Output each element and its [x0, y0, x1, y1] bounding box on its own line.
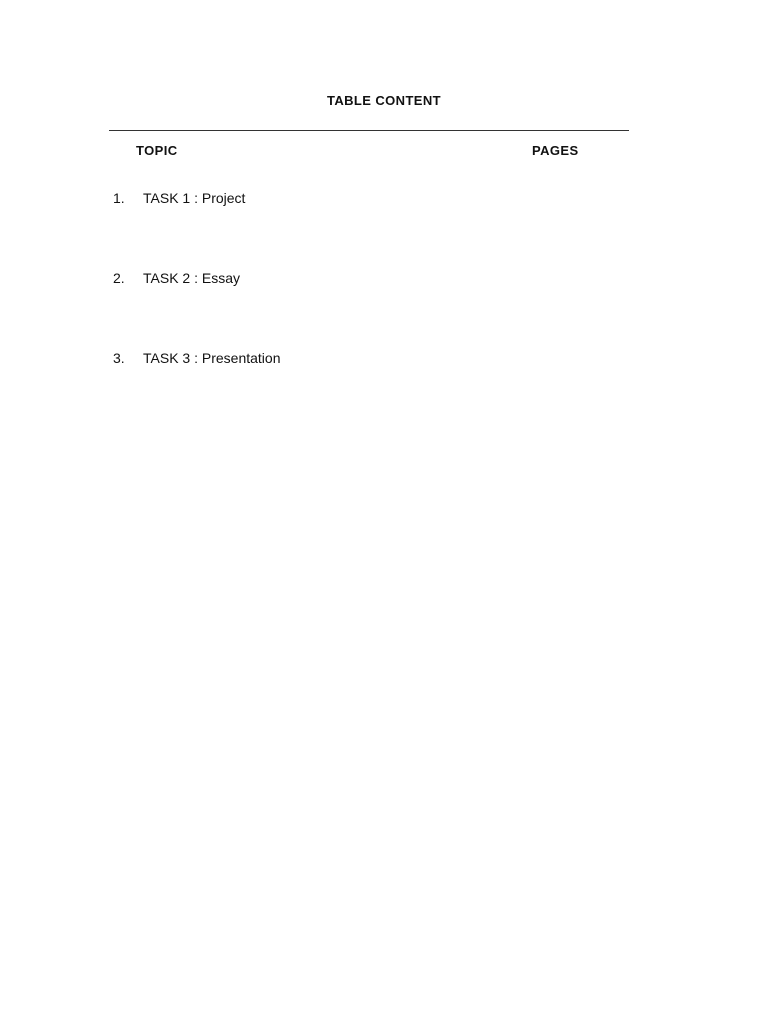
toc-item	[113, 189, 613, 269]
toc-item-number: 3.	[113, 350, 125, 366]
topic-column-header: TOPIC	[136, 143, 178, 158]
header-divider	[109, 130, 629, 131]
toc-item-text: TASK 2 : Essay	[143, 270, 240, 286]
page-title: TABLE CONTENT	[326, 93, 441, 108]
table-of-contents-list	[113, 189, 613, 429]
toc-item	[113, 269, 613, 349]
toc-item-text: TASK 1 : Project	[143, 190, 246, 206]
toc-item-text: TASK 3 : Presentation	[143, 350, 281, 366]
toc-item-number: 1.	[113, 190, 125, 206]
toc-item	[113, 349, 613, 429]
pages-column-header: PAGES	[532, 143, 579, 158]
toc-item-number: 2.	[113, 270, 125, 286]
